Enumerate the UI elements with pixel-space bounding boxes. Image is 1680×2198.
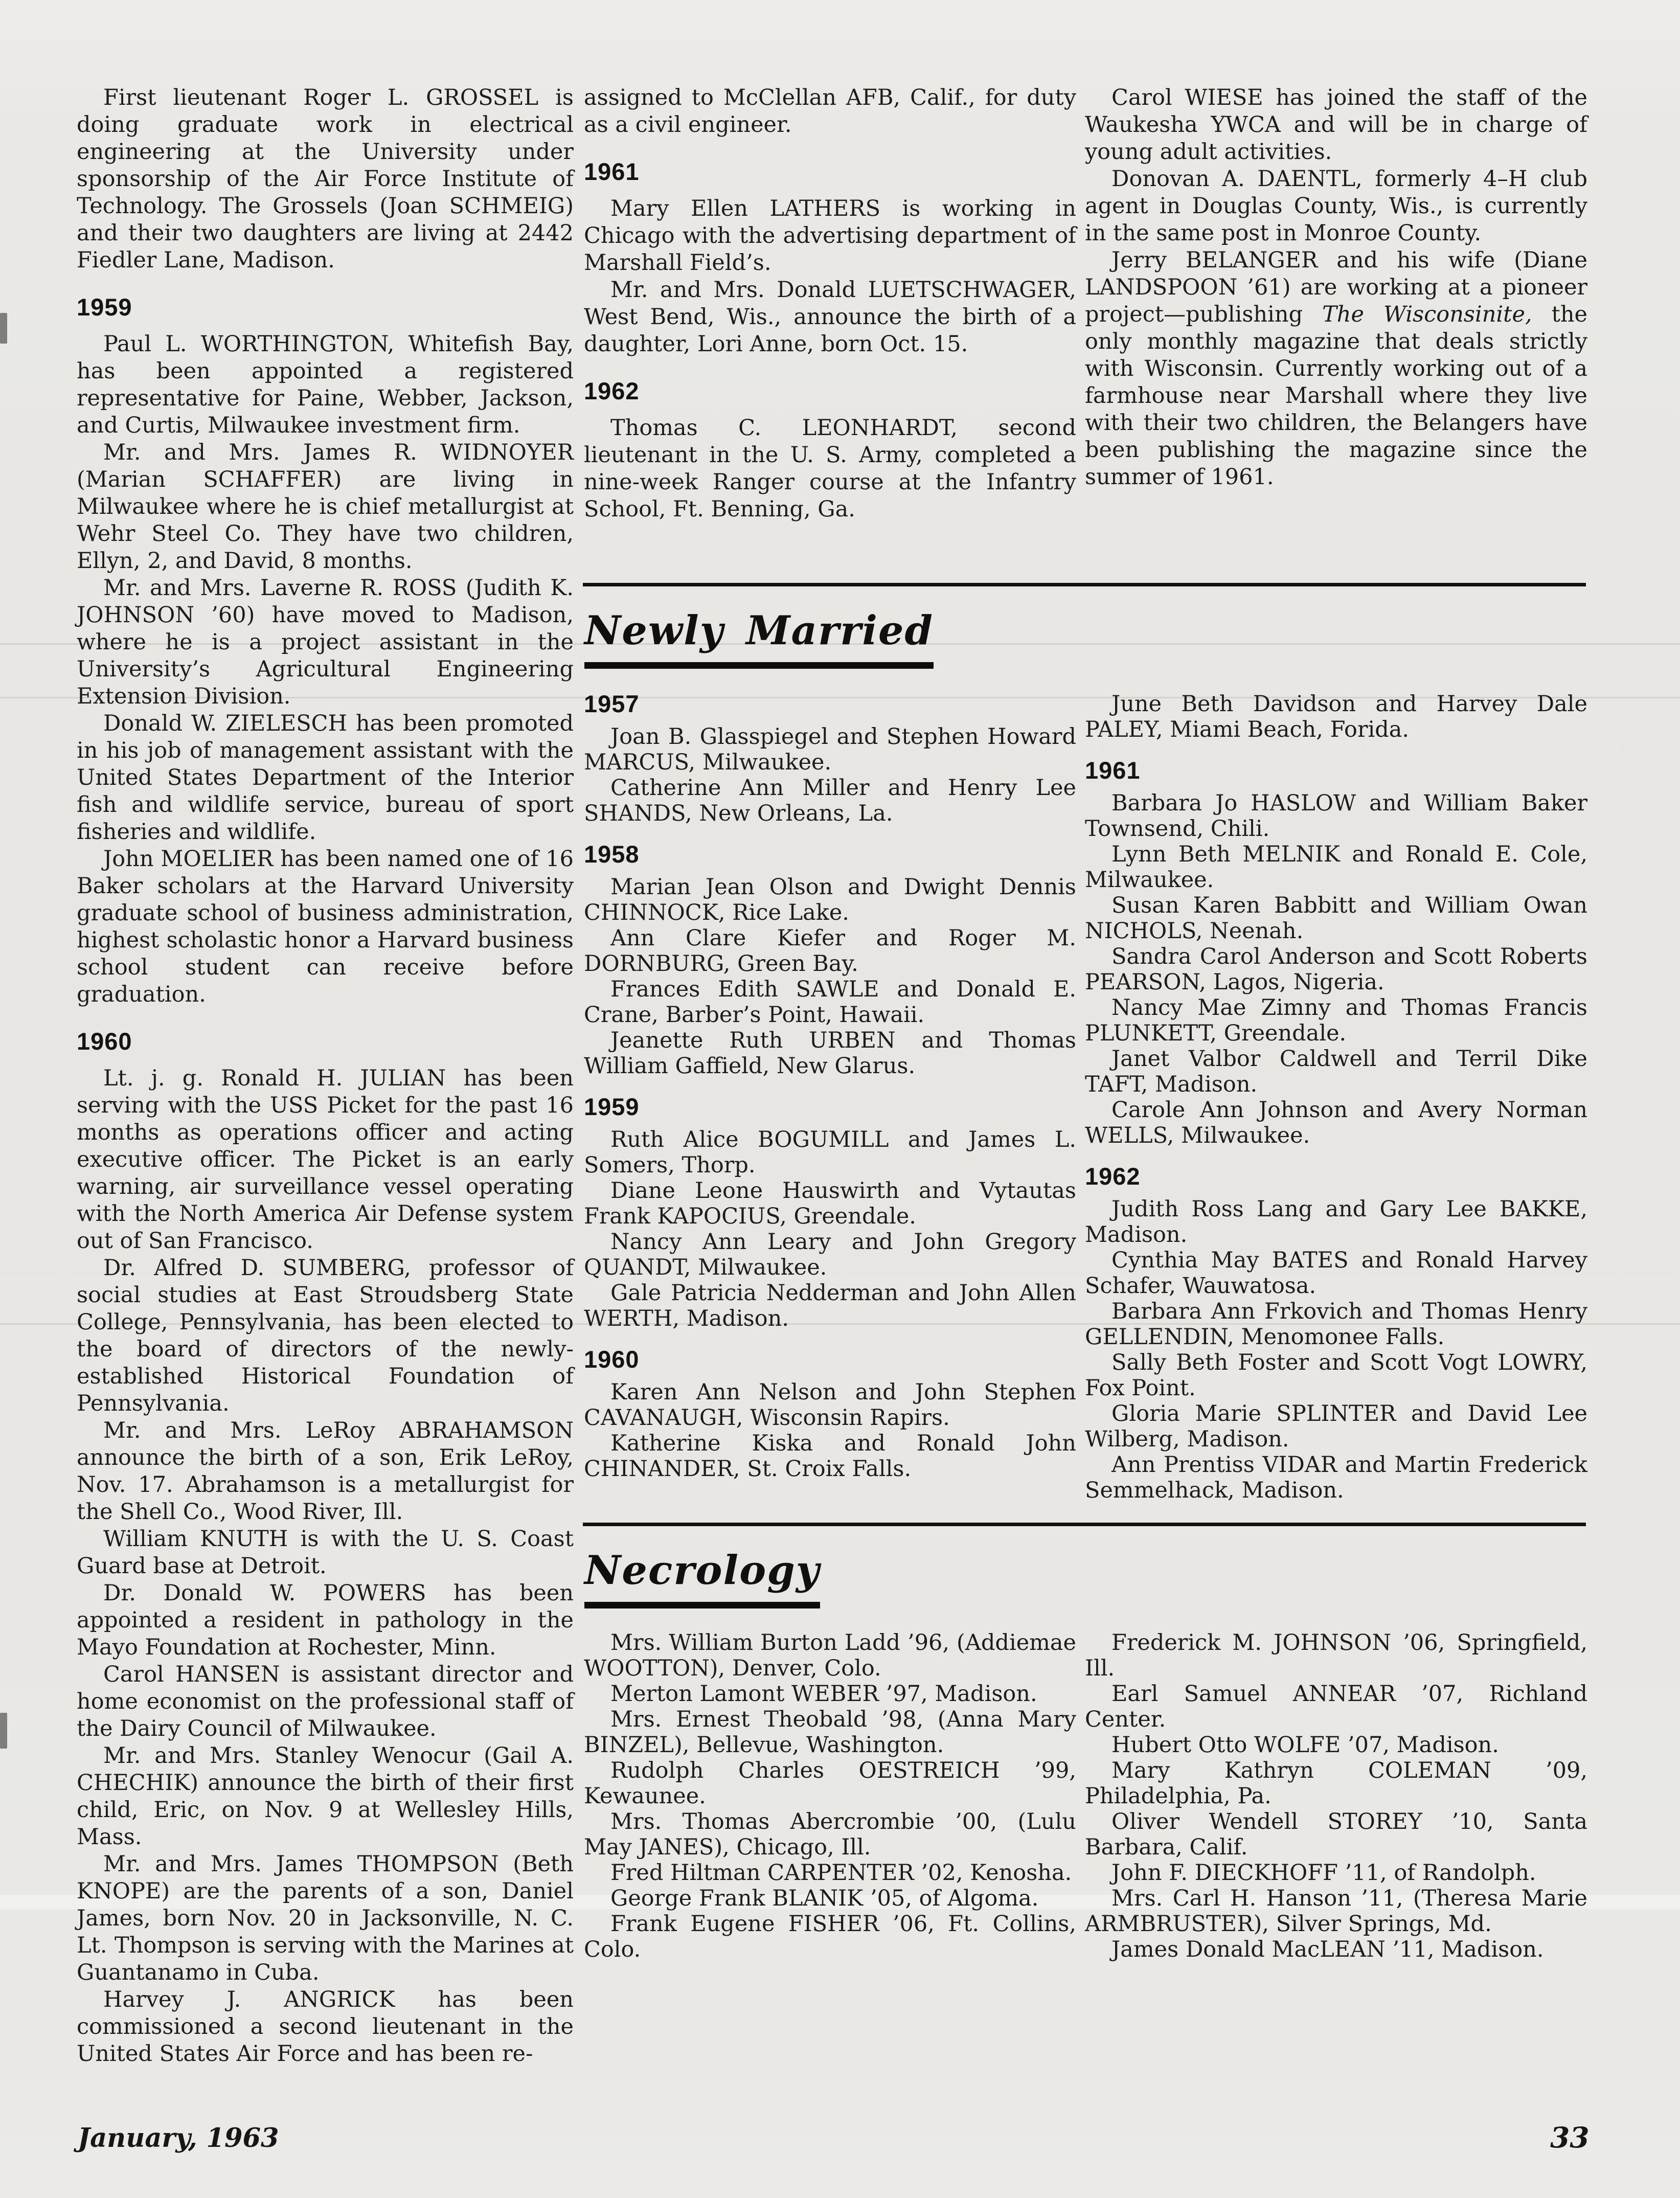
entry-paragraph: Paul L. WORTHINGTON, Whitefish Bay, has been appointed a registered representative for Paine, Webber, Jackson, and Curtis, Milwaukee investment firm. [77, 331, 574, 438]
entry-paragraph: Ruth Alice BOGUMILL and James L. Somers, Thorp. [584, 1127, 1076, 1178]
entry-paragraph: Jerry BELANGER and his wife (Diane LANDSPOON ’61) are working at a pioneer project—publishing The Wisconsinite, the only monthly magazine that deals strictly with Wisconsin. Currently working out of a farmhouse near Marshall where they live with their two children, the Belangers have been publishing the magazine since the summer of 1961. [1085, 247, 1588, 490]
entry-paragraph: Mary Kathryn COLEMAN ’09, Philadelphia, Pa. [1085, 1758, 1587, 1809]
entry-paragraph: June Beth Davidson and Harvey Dale PALEY, Miami Beach, Forida. [1085, 691, 1587, 742]
entry-paragraph: Lt. j. g. Ronald H. JULIAN has been serving with the USS Picket for the past 16 months as operations officer and acting executive officer. The Picket is an early warning, air surveillance vessel operating with the North America Air Defense system out of San Francisco. [77, 1066, 574, 1254]
entry-paragraph: Ann Clare Kiefer and Roger M. DORNBURG, Green Bay. [584, 925, 1076, 977]
entry-paragraph: Merton Lamont WEBER ’97, Madison. [610, 1681, 1037, 1707]
entry-paragraph: Lynn Beth MELNIK and Ronald E. Cole, Milwaukee. [1085, 842, 1587, 893]
entry-paragraph: First lieutenant Roger L. GROSSEL is doing graduate work in electrical engineering at the University under sponsorship of the Air Force Institute of Technology. The Grossels (Joan SCHMEIG) and their two daughters are living at 2442 Fiedler Lane, Madison. [77, 85, 574, 273]
entry-paragraph: Katherine Kiska and Ronald John CHINANDER, St. Croix Falls. [584, 1431, 1076, 1482]
entry-paragraph: Mrs. William Burton Ladd ’96, (Addiemae WOOTTON), Denver, Colo. [584, 1630, 1076, 1681]
entry-paragraph: Earl Samuel ANNEAR ’07, Richland Center. [1085, 1681, 1587, 1732]
entry-paragraph: John MOELIER has been named one of 16 Baker scholars at the Harvard University graduate school of business administration, highest scholastic honor a Harvard business school student can receive before graduation. [77, 846, 574, 1007]
year-heading: 1959 [77, 293, 132, 321]
entry-paragraph: Judith Ross Lang and Gary Lee BAKKE, Madison. [1085, 1196, 1587, 1248]
entry-paragraph: Ann Prentiss VIDAR and Martin Frederick Semmelhack, Madison. [1085, 1452, 1587, 1503]
entry-paragraph: Gale Patricia Nedderman and John Allen WERTH, Madison. [584, 1280, 1076, 1331]
necrology-heading [584, 1547, 820, 1608]
entry-paragraph: Cynthia May BATES and Ronald Harvey Schafer, Wauwatosa. [1085, 1248, 1587, 1299]
entry-paragraph: Mr. and Mrs. Stanley Wenocur (Gail A. CHECHIK) announce the birth of their first child, Eric, on Nov. 9 at Wellesley Hills, Mass. [77, 1743, 574, 1850]
entry-paragraph: Mr. and Mrs. LeRoy ABRAHAMSON announce the birth of a son, Erik LeRoy, Nov. 17. Abrahamson is a metallurgist for the Shell Co., Wood River, Ill. [77, 1418, 574, 1525]
necrology-title-underline [584, 1602, 820, 1608]
year-heading: 1961 [584, 158, 640, 185]
entry-paragraph: Nancy Ann Leary and John Gregory QUANDT, Milwaukee. [584, 1229, 1076, 1280]
year-heading: 1961 [1085, 757, 1141, 784]
necrology-title: Necrology [584, 1547, 821, 1594]
entry-paragraph: Hubert Otto WOLFE ’07, Madison. [1111, 1732, 1499, 1758]
newly-married-heading [584, 607, 934, 669]
year-heading: 1962 [584, 377, 640, 404]
entry-paragraph: Joan B. Glasspiegel and Stephen Howard MARCUS, Milwaukee. [584, 724, 1076, 775]
entry-paragraph: Mrs. Carl H. Hanson ’11, (Theresa Marie ARMBRUSTER), Silver Springs, Md. [1085, 1886, 1587, 1937]
entry-paragraph: Mr. and Mrs. Laverne R. ROSS (Judith K. JOHNSON ’60) have moved to Madison, where he is a project assistant in the University’s Agricultural Engineering Extension Division. [77, 575, 574, 709]
page-number: 33 [1550, 2121, 1590, 2154]
year-heading: 1960 [77, 1028, 132, 1055]
entry-paragraph: Frederick M. JOHNSON ’06, Springfield, Ill. [1085, 1630, 1587, 1681]
entry-paragraph: Frances Edith SAWLE and Donald E. Crane, Barber’s Point, Hawaii. [584, 977, 1076, 1028]
entry-paragraph: Donald W. ZIELESCH has been promoted in his job of management assistant with the United States Department of the Interior fish and wildlife service, bureau of sport fisheries and wildlife. [77, 711, 574, 845]
entry-paragraph: James Donald MacLEAN ’11, Madison. [1111, 1937, 1544, 1962]
year-heading: 1957 [584, 690, 640, 717]
entry-paragraph: Mr. and Mrs. Donald LUETSCHWAGER, West Bend, Wis., announce the birth of a daughter, Lori Anne, born Oct. 15. [584, 277, 1076, 357]
year-heading: 1958 [584, 841, 640, 868]
entry-paragraph: Frank Eugene FISHER ’06, Ft. Collins, Colo. [584, 1911, 1076, 1962]
entry-paragraph: Carol WIESE has joined the staff of the Waukesha YWCA and will be in charge of young adult activities. [1085, 85, 1587, 165]
class-notes-left-column [77, 84, 574, 2068]
entry-paragraph: Carole Ann Johnson and Avery Norman WELLS, Milwaukee. [1085, 1097, 1587, 1148]
entry-paragraph: Harvey J. ANGRICK has been commissioned a second lieutenant in the United States Air Force and has been re- [77, 1987, 574, 2067]
entry-paragraph: Susan Karen Babbitt and William Owan NICHOLS, Neenah. [1085, 893, 1587, 944]
entry-paragraph: Rudolph Charles OESTREICH ’99, Kewaunee. [584, 1758, 1076, 1809]
entry-paragraph: Carol HANSEN is assistant director and home economist on the professional staff of the Dairy Council of Milwaukee. [77, 1662, 574, 1741]
entry-paragraph: John F. DIECKHOFF ’11, of Randolph. [1111, 1860, 1536, 1886]
entry-paragraph: Thomas C. LEONHARDT, second lieutenant in the U. S. Army, completed a nine-week Ranger course at the Infantry School, Ft. Benning, Ga. [584, 415, 1076, 522]
year-heading: 1960 [584, 1346, 640, 1373]
necrology-left-column [584, 1630, 1076, 1962]
entry-paragraph: Janet Valbor Caldwell and Terril Dike TAFT, Madison. [1085, 1046, 1587, 1097]
entry-paragraph: Mrs. Thomas Abercrombie ’00, (Lulu May JANES), Chicago, Ill. [584, 1809, 1076, 1860]
entry-paragraph: Mrs. Ernest Theobald ’98, (Anna Mary BINZEL), Bellevue, Washington. [584, 1707, 1076, 1758]
entry-paragraph: Barbara Jo HASLOW and William Baker Townsend, Chili. [1085, 790, 1587, 842]
entry-paragraph: Mr. and Mrs. James R. WIDNOYER (Marian SCHAFFER) are living in Milwaukee where he is chief metallurgist at Wehr Steel Co. They have two children, Ellyn, 2, and David, 8 months. [77, 440, 574, 574]
year-heading: 1962 [1085, 1163, 1141, 1190]
necrology-right-column [1085, 1630, 1587, 1962]
entry-paragraph: Marian Jean Olson and Dwight Dennis CHINNOCK, Rice Lake. [584, 874, 1076, 925]
entry-paragraph: Gloria Marie SPLINTER and David Lee Wilberg, Madison. [1085, 1401, 1587, 1452]
newly-married-title-underline [584, 662, 934, 669]
entry-paragraph: Donovan A. DAENTL, formerly 4–H club agent in Douglas County, Wis., is currently in the same post in Monroe County. [1085, 166, 1587, 246]
entry-paragraph: Sandra Carol Anderson and Scott Roberts PEARSON, Lagos, Nigeria. [1085, 944, 1587, 995]
year-heading: 1959 [584, 1093, 640, 1120]
scan-edge-mark [0, 313, 7, 344]
entry-paragraph: Fred Hiltman CARPENTER ’02, Kenosha. [610, 1860, 1072, 1886]
class-notes-right-column [1085, 84, 1587, 491]
newly-married-right-column [1085, 691, 1587, 1503]
entry-paragraph: Karen Ann Nelson and John Stephen CAVANAUGH, Wisconsin Rapirs. [584, 1379, 1076, 1431]
entry-paragraph: Dr. Alfred D. SUMBERG, professor of social studies at East Stroudsberg State College, Pennsylvania, has been elected to the board of directors of the newly-established Historical Foundation of Pennsylvania. [77, 1255, 574, 1416]
necrology-top-rule [583, 1523, 1586, 1526]
entry-paragraph: George Frank BLANIK ’05, of Algoma. [610, 1886, 1039, 1911]
entry-paragraph: Mary Ellen LATHERS is working in Chicago with the advertising department of Marshall Field’s. [584, 196, 1076, 276]
entry-paragraph: Oliver Wendell STOREY ’10, Santa Barbara, Calif. [1085, 1809, 1587, 1860]
entry-paragraph: assigned to McClellan AFB, Calif., for duty as a civil engineer. [584, 85, 1076, 138]
entry-paragraph: Diane Leone Hauswirth and Vytautas Frank KAPOCIUS, Greendale. [584, 1178, 1076, 1229]
entry-paragraph: Catherine Ann Miller and Henry Lee SHANDS, New Orleans, La. [584, 775, 1076, 826]
class-notes-middle-column [584, 84, 1076, 523]
entry-paragraph: Jeanette Ruth URBEN and Thomas William Gaffield, New Glarus. [584, 1028, 1076, 1079]
issue-date: January, 1963 [78, 2123, 279, 2154]
entry-paragraph: William KNUTH is with the U. S. Coast Guard base at Detroit. [77, 1526, 574, 1579]
newly-married-top-rule [583, 583, 1586, 586]
entry-paragraph: Mr. and Mrs. James THOMPSON (Beth KNOPE) are the parents of a son, Daniel James, born Nov. 20 in Jacksonville, N. C. Lt. Thompson is serving with the Marines at Guantanamo in Cuba. [77, 1851, 574, 1985]
scan-edge-mark [0, 1713, 7, 1749]
newly-married-title: Newly Married [584, 607, 934, 654]
entry-paragraph: Barbara Ann Frkovich and Thomas Henry GELLENDIN, Menomonee Falls. [1085, 1299, 1587, 1350]
newly-married-left-column [584, 691, 1076, 1482]
entry-paragraph: Sally Beth Foster and Scott Vogt LOWRY, Fox Point. [1085, 1350, 1587, 1401]
entry-paragraph: Nancy Mae Zimny and Thomas Francis PLUNKETT, Greendale. [1085, 995, 1587, 1046]
entry-paragraph: Dr. Donald W. POWERS has been appointed a resident in pathology in the Mayo Foundation at Rochester, Minn. [77, 1580, 574, 1660]
